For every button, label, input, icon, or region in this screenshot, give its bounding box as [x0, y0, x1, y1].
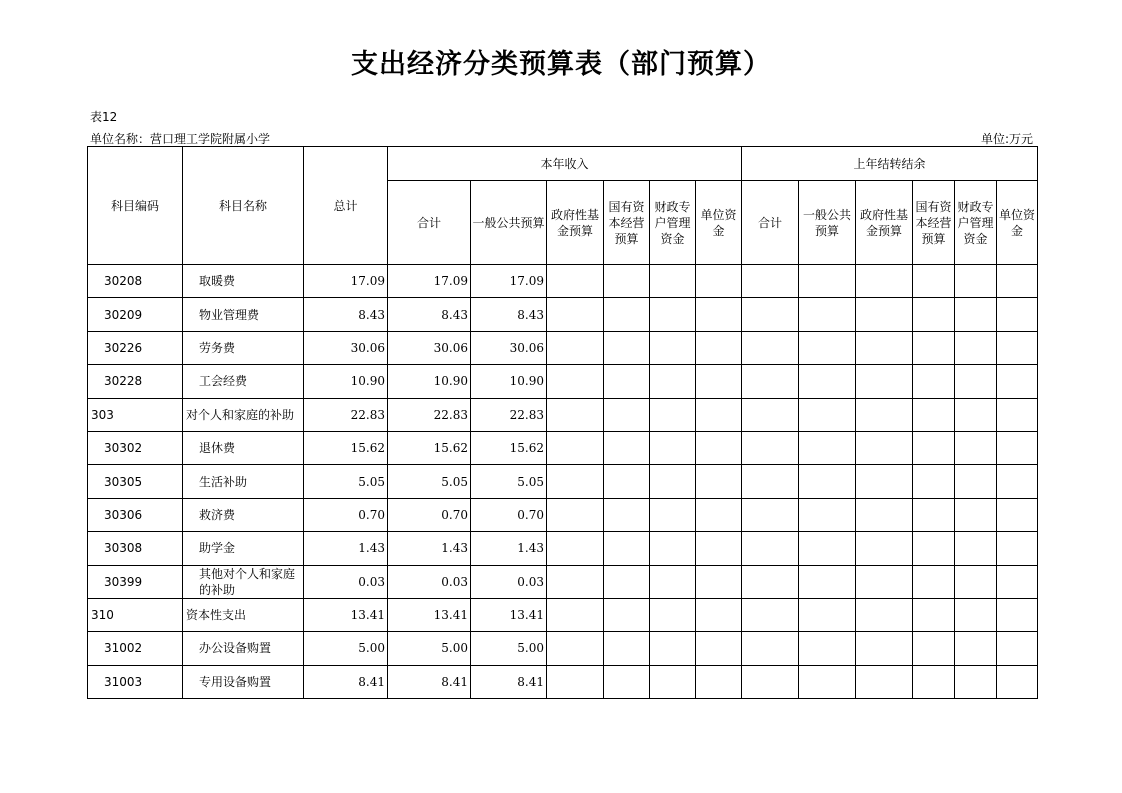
cell-total: 15.62 [304, 431, 388, 464]
cell-code: 30226 [88, 331, 183, 364]
cell-current-gov-fund [547, 532, 604, 565]
budget-table [87, 146, 1038, 699]
cell-prior-general-public [799, 632, 856, 665]
header-current-general-public: 一般公共预算 [471, 181, 547, 265]
cell-current-general-public: 1.43 [471, 532, 547, 565]
cell-current-fiscal-special [650, 565, 696, 598]
header-current-year-income: 本年收入 [388, 147, 742, 181]
cell-name: 退休费 [183, 431, 304, 464]
header-current-gov-fund: 政府性基金预算 [547, 181, 604, 265]
cell-current-state-capital [604, 431, 650, 464]
cell-current-gov-fund [547, 398, 604, 431]
table-body [88, 265, 1038, 699]
cell-prior-state-capital [913, 398, 955, 431]
cell-code: 31002 [88, 632, 183, 665]
cell-current-general-public: 5.05 [471, 465, 547, 498]
cell-total: 17.09 [304, 265, 388, 298]
cell-current-fiscal-special [650, 465, 696, 498]
cell-current-gov-fund [547, 565, 604, 598]
cell-prior-sum [742, 265, 799, 298]
cell-name: 生活补助 [183, 465, 304, 498]
cell-current-unit-fund [696, 565, 742, 598]
cell-prior-unit-fund [997, 331, 1038, 364]
table-row [88, 498, 1038, 531]
cell-current-unit-fund [696, 532, 742, 565]
cell-current-gov-fund [547, 431, 604, 464]
cell-total: 8.43 [304, 298, 388, 331]
header-current-state-capital: 国有资本经营预算 [604, 181, 650, 265]
cell-current-state-capital [604, 632, 650, 665]
cell-prior-sum [742, 298, 799, 331]
cell-prior-unit-fund [997, 431, 1038, 464]
cell-current-sum: 0.70 [388, 498, 471, 531]
cell-total: 8.41 [304, 665, 388, 698]
cell-current-sum: 17.09 [388, 265, 471, 298]
cell-current-state-capital [604, 665, 650, 698]
cell-prior-gov-fund [856, 265, 913, 298]
cell-current-gov-fund [547, 465, 604, 498]
cell-code: 31003 [88, 665, 183, 698]
header-prior-general-public: 一般公共预算 [799, 181, 856, 265]
cell-prior-general-public [799, 498, 856, 531]
cell-current-general-public: 22.83 [471, 398, 547, 431]
cell-current-unit-fund [696, 598, 742, 631]
cell-current-fiscal-special [650, 431, 696, 464]
cell-prior-gov-fund [856, 498, 913, 531]
cell-prior-fiscal-special [955, 598, 997, 631]
table-row [88, 665, 1038, 698]
cell-prior-fiscal-special [955, 331, 997, 364]
cell-current-sum: 8.43 [388, 298, 471, 331]
cell-current-sum: 30.06 [388, 331, 471, 364]
cell-prior-state-capital [913, 431, 955, 464]
cell-current-fiscal-special [650, 632, 696, 665]
cell-current-sum: 10.90 [388, 365, 471, 398]
cell-current-state-capital [604, 498, 650, 531]
cell-prior-fiscal-special [955, 632, 997, 665]
cell-current-unit-fund [696, 365, 742, 398]
cell-current-fiscal-special [650, 398, 696, 431]
cell-prior-unit-fund [997, 632, 1038, 665]
cell-code: 303 [88, 398, 183, 431]
cell-prior-sum [742, 498, 799, 531]
cell-total: 22.83 [304, 398, 388, 431]
cell-current-sum: 15.62 [388, 431, 471, 464]
cell-name: 救济费 [183, 498, 304, 531]
cell-prior-gov-fund [856, 465, 913, 498]
cell-prior-gov-fund [856, 665, 913, 698]
header-prior-year-carryover: 上年结转结余 [742, 147, 1038, 181]
cell-total: 1.43 [304, 532, 388, 565]
cell-current-unit-fund [696, 331, 742, 364]
cell-current-fiscal-special [650, 598, 696, 631]
cell-current-gov-fund [547, 331, 604, 364]
cell-prior-fiscal-special [955, 465, 997, 498]
cell-name: 其他对个人和家庭的补助 [183, 565, 304, 598]
cell-prior-state-capital [913, 532, 955, 565]
cell-prior-sum [742, 331, 799, 364]
cell-prior-general-public [799, 565, 856, 598]
cell-prior-unit-fund [997, 365, 1038, 398]
cell-current-general-public: 5.00 [471, 632, 547, 665]
cell-current-state-capital [604, 565, 650, 598]
cell-prior-fiscal-special [955, 532, 997, 565]
cell-current-general-public: 30.06 [471, 331, 547, 364]
cell-current-fiscal-special [650, 331, 696, 364]
table-row [88, 431, 1038, 464]
cell-current-gov-fund [547, 365, 604, 398]
header-name: 科目名称 [183, 147, 304, 265]
cell-current-state-capital [604, 532, 650, 565]
cell-current-general-public: 0.03 [471, 565, 547, 598]
cell-current-gov-fund [547, 265, 604, 298]
cell-name: 对个人和家庭的补助 [183, 398, 304, 431]
cell-prior-fiscal-special [955, 565, 997, 598]
unit-of-measure: 单位:万元 [980, 132, 1033, 146]
cell-prior-sum [742, 632, 799, 665]
cell-prior-unit-fund [997, 665, 1038, 698]
cell-prior-state-capital [913, 365, 955, 398]
cell-current-unit-fund [696, 398, 742, 431]
cell-prior-state-capital [913, 298, 955, 331]
header-prior-unit-fund: 单位资金 [997, 181, 1038, 265]
cell-current-sum: 5.00 [388, 632, 471, 665]
cell-prior-gov-fund [856, 298, 913, 331]
cell-prior-unit-fund [997, 498, 1038, 531]
cell-prior-gov-fund [856, 565, 913, 598]
cell-prior-state-capital [913, 265, 955, 298]
cell-current-general-public: 17.09 [471, 265, 547, 298]
cell-prior-gov-fund [856, 532, 913, 565]
cell-prior-general-public [799, 365, 856, 398]
cell-current-unit-fund [696, 265, 742, 298]
cell-current-unit-fund [696, 665, 742, 698]
cell-prior-general-public [799, 298, 856, 331]
cell-prior-fiscal-special [955, 265, 997, 298]
cell-prior-unit-fund [997, 532, 1038, 565]
cell-name: 助学金 [183, 532, 304, 565]
cell-current-state-capital [604, 365, 650, 398]
cell-prior-gov-fund [856, 431, 913, 464]
cell-name: 办公设备购置 [183, 632, 304, 665]
cell-prior-general-public [799, 398, 856, 431]
cell-current-sum: 8.41 [388, 665, 471, 698]
cell-code: 30208 [88, 265, 183, 298]
cell-prior-general-public [799, 598, 856, 631]
cell-current-state-capital [604, 331, 650, 364]
cell-name: 资本性支出 [183, 598, 304, 631]
cell-prior-sum [742, 365, 799, 398]
page-title: 支出经济分类预算表（部门预算） [351, 49, 771, 80]
cell-current-gov-fund [547, 498, 604, 531]
cell-current-fiscal-special [650, 532, 696, 565]
cell-prior-general-public [799, 665, 856, 698]
cell-prior-fiscal-special [955, 398, 997, 431]
cell-current-gov-fund [547, 632, 604, 665]
cell-current-general-public: 8.43 [471, 298, 547, 331]
cell-total: 0.70 [304, 498, 388, 531]
cell-current-unit-fund [696, 431, 742, 464]
cell-current-fiscal-special [650, 298, 696, 331]
cell-prior-state-capital [913, 598, 955, 631]
cell-current-sum: 1.43 [388, 532, 471, 565]
cell-current-unit-fund [696, 465, 742, 498]
table-row [88, 398, 1038, 431]
cell-prior-sum [742, 431, 799, 464]
cell-current-fiscal-special [650, 498, 696, 531]
header-current-fiscal-special: 财政专户管理资金 [650, 181, 696, 265]
cell-prior-gov-fund [856, 398, 913, 431]
cell-prior-unit-fund [997, 265, 1038, 298]
cell-total: 0.03 [304, 565, 388, 598]
cell-prior-sum [742, 532, 799, 565]
table-row [88, 365, 1038, 398]
unit-name: 单位名称：营口理工学院附属小学 [90, 132, 271, 146]
cell-current-sum: 0.03 [388, 565, 471, 598]
cell-current-sum: 5.05 [388, 465, 471, 498]
header-code: 科目编码 [88, 147, 183, 265]
cell-prior-general-public [799, 532, 856, 565]
cell-current-state-capital [604, 398, 650, 431]
cell-current-state-capital [604, 465, 650, 498]
cell-name: 物业管理费 [183, 298, 304, 331]
header-current-unit-fund: 单位资金 [696, 181, 742, 265]
cell-prior-sum [742, 598, 799, 631]
cell-current-gov-fund [547, 598, 604, 631]
cell-prior-unit-fund [997, 465, 1038, 498]
cell-prior-state-capital [913, 565, 955, 598]
cell-current-fiscal-special [650, 665, 696, 698]
cell-prior-unit-fund [997, 398, 1038, 431]
cell-current-sum: 13.41 [388, 598, 471, 631]
cell-current-sum: 22.83 [388, 398, 471, 431]
cell-prior-state-capital [913, 632, 955, 665]
cell-current-state-capital [604, 298, 650, 331]
table-number: 表12 [90, 110, 118, 124]
cell-prior-state-capital [913, 331, 955, 364]
cell-current-general-public: 13.41 [471, 598, 547, 631]
cell-prior-gov-fund [856, 598, 913, 631]
table-row [88, 565, 1038, 598]
cell-total: 10.90 [304, 365, 388, 398]
cell-code: 30305 [88, 465, 183, 498]
cell-prior-fiscal-special [955, 298, 997, 331]
header-prior-fiscal-special: 财政专户管理资金 [955, 181, 997, 265]
cell-prior-fiscal-special [955, 431, 997, 464]
cell-current-state-capital [604, 598, 650, 631]
cell-total: 13.41 [304, 598, 388, 631]
cell-prior-sum [742, 465, 799, 498]
cell-prior-general-public [799, 465, 856, 498]
table-row [88, 298, 1038, 331]
cell-prior-gov-fund [856, 365, 913, 398]
table-row [88, 331, 1038, 364]
cell-prior-gov-fund [856, 331, 913, 364]
cell-prior-general-public [799, 431, 856, 464]
header-prior-state-capital: 国有资本经营预算 [913, 181, 955, 265]
cell-name: 专用设备购置 [183, 665, 304, 698]
cell-prior-fiscal-special [955, 365, 997, 398]
cell-current-general-public: 10.90 [471, 365, 547, 398]
cell-prior-unit-fund [997, 298, 1038, 331]
cell-code: 30209 [88, 298, 183, 331]
cell-name: 取暖费 [183, 265, 304, 298]
header-prior-sum: 合计 [742, 181, 799, 265]
cell-code: 310 [88, 598, 183, 631]
cell-current-state-capital [604, 265, 650, 298]
cell-total: 30.06 [304, 331, 388, 364]
cell-name: 工会经费 [183, 365, 304, 398]
cell-prior-general-public [799, 265, 856, 298]
header-prior-gov-fund: 政府性基金预算 [856, 181, 913, 265]
cell-prior-state-capital [913, 665, 955, 698]
cell-prior-state-capital [913, 498, 955, 531]
cell-prior-fiscal-special [955, 665, 997, 698]
cell-prior-state-capital [913, 465, 955, 498]
table-row [88, 632, 1038, 665]
cell-current-gov-fund [547, 298, 604, 331]
cell-prior-sum [742, 398, 799, 431]
cell-current-fiscal-special [650, 365, 696, 398]
cell-current-unit-fund [696, 298, 742, 331]
cell-code: 30302 [88, 431, 183, 464]
cell-prior-sum [742, 665, 799, 698]
header-total: 总计 [304, 147, 388, 265]
cell-total: 5.00 [304, 632, 388, 665]
cell-current-unit-fund [696, 632, 742, 665]
cell-current-general-public: 15.62 [471, 431, 547, 464]
table-row [88, 465, 1038, 498]
cell-prior-unit-fund [997, 598, 1038, 631]
cell-current-unit-fund [696, 498, 742, 531]
cell-prior-gov-fund [856, 632, 913, 665]
cell-prior-fiscal-special [955, 498, 997, 531]
cell-code: 30399 [88, 565, 183, 598]
cell-current-gov-fund [547, 665, 604, 698]
cell-prior-sum [742, 565, 799, 598]
table-row [88, 598, 1038, 631]
cell-current-general-public: 0.70 [471, 498, 547, 531]
table-row [88, 265, 1038, 298]
cell-current-general-public: 8.41 [471, 665, 547, 698]
table-row [88, 532, 1038, 565]
cell-name: 劳务费 [183, 331, 304, 364]
cell-code: 30228 [88, 365, 183, 398]
cell-code: 30306 [88, 498, 183, 531]
cell-prior-unit-fund [997, 565, 1038, 598]
cell-current-fiscal-special [650, 265, 696, 298]
cell-code: 30308 [88, 532, 183, 565]
cell-total: 5.05 [304, 465, 388, 498]
header-current-sum: 合计 [388, 181, 471, 265]
cell-prior-general-public [799, 331, 856, 364]
